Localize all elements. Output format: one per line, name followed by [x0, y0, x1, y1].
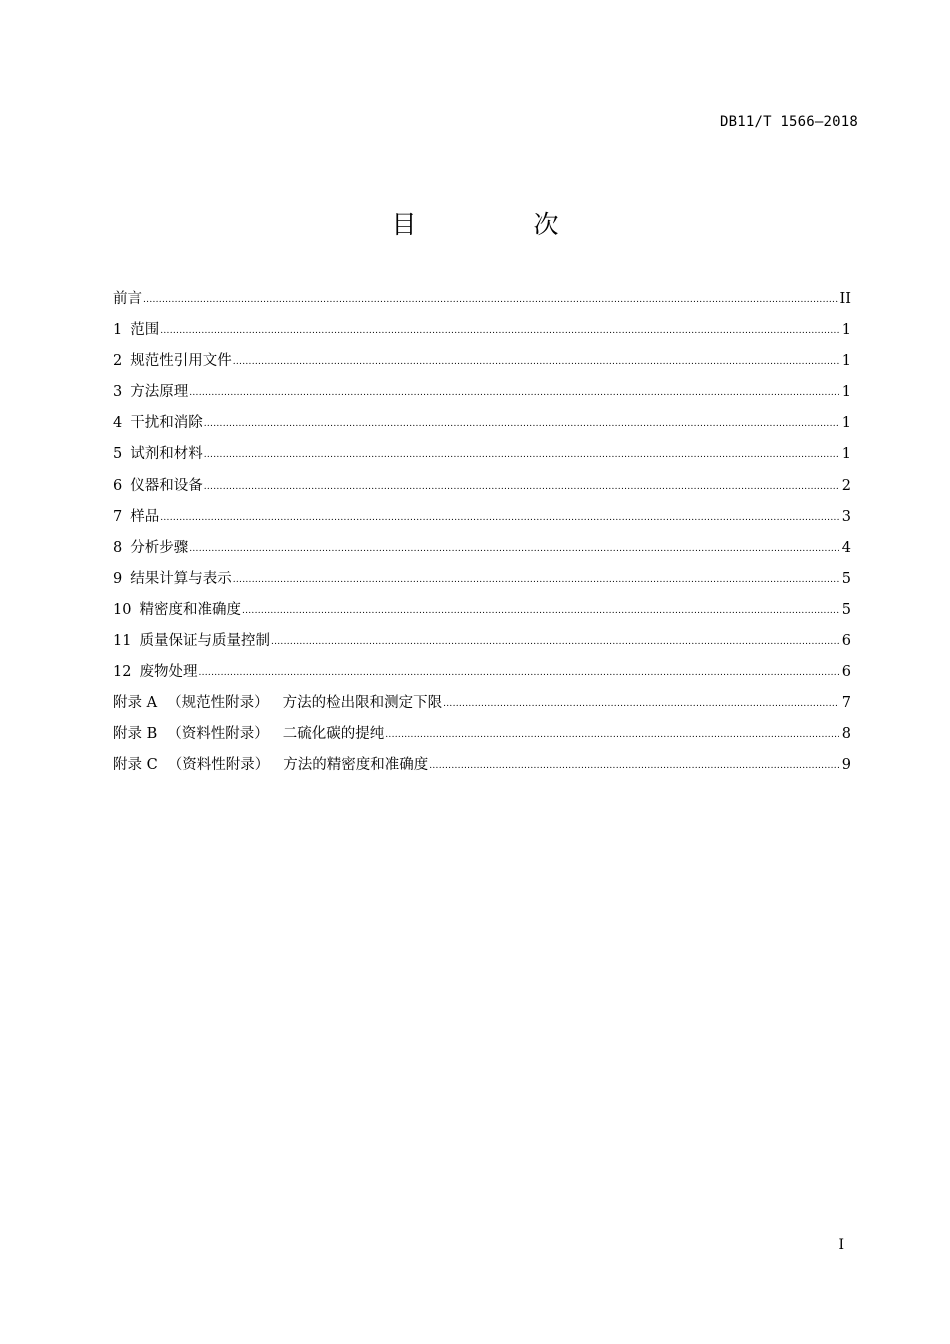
toc-entry-9[interactable] — [113, 564, 851, 595]
toc-entry-page: 5 — [841, 570, 851, 587]
toc-entry-label: 10 精密度和准确度 — [113, 601, 241, 618]
toc-entry-2[interactable] — [113, 346, 851, 377]
dot-leader — [160, 316, 839, 346]
toc-entry-page: 4 — [841, 539, 851, 556]
toc-entry-label: 附录 A （规范性附录） 方法的检出限和测定下限 — [113, 695, 443, 712]
toc-entry-label: 2 规范性引用文件 — [113, 353, 232, 370]
dot-leader — [233, 347, 839, 377]
dot-leader — [143, 285, 838, 315]
dot-leader — [189, 378, 839, 408]
toc-entry-page: 6 — [841, 633, 851, 650]
toc-entry-page: 1 — [841, 446, 851, 463]
table-of-contents — [113, 284, 851, 782]
toc-entry-10[interactable] — [113, 595, 851, 626]
toc-entry-label: 附录 B （资料性附录） 二硫化碳的提纯 — [113, 726, 385, 743]
toc-entry-3[interactable] — [113, 377, 851, 408]
toc-entry-page: 1 — [841, 415, 851, 432]
toc-entry-page: 9 — [841, 757, 851, 774]
toc-entry-11[interactable] — [113, 626, 851, 657]
dot-leader — [204, 440, 839, 470]
toc-entry-label: 12 废物处理 — [113, 664, 198, 681]
toc-entry-label: 4 干扰和消除 — [113, 415, 203, 432]
toc-entry-label: 附录 C （资料性附录） 方法的精密度和准确度 — [113, 757, 429, 774]
toc-entry-1[interactable] — [113, 315, 851, 346]
toc-entry-foreword[interactable] — [113, 284, 851, 315]
dot-leader — [242, 596, 839, 626]
toc-entry-label: 7 样品 — [113, 508, 160, 525]
toc-entry-5[interactable] — [113, 439, 851, 470]
dot-leader — [204, 472, 839, 502]
toc-entry-label: 5 试剂和材料 — [113, 446, 203, 463]
toc-entry-7[interactable] — [113, 502, 851, 533]
dot-leader — [429, 751, 839, 781]
toc-entry-page: II — [839, 291, 851, 307]
toc-entry-6[interactable] — [113, 471, 851, 502]
toc-entry-8[interactable] — [113, 533, 851, 564]
toc-entry-annex-c[interactable] — [113, 750, 851, 781]
dot-leader — [198, 658, 839, 688]
dot-leader — [443, 689, 839, 719]
toc-entry-12[interactable] — [113, 657, 851, 688]
dot-leader — [385, 720, 839, 750]
toc-entry-page: 1 — [841, 322, 851, 339]
dot-leader — [271, 627, 839, 657]
document-code: DB11/T 1566—2018 — [719, 114, 858, 130]
toc-entry-label: 1 范围 — [113, 322, 160, 339]
dot-leader — [189, 534, 839, 564]
toc-entry-label: 3 方法原理 — [113, 384, 189, 401]
dot-leader — [160, 503, 839, 533]
toc-entry-page: 7 — [841, 695, 851, 712]
dot-leader — [233, 565, 839, 595]
toc-entry-page: 3 — [841, 508, 851, 525]
toc-entry-4[interactable] — [113, 408, 851, 439]
page-title: 目 次 — [391, 210, 605, 239]
toc-entry-page: 5 — [841, 601, 851, 618]
toc-entry-label: 11 质量保证与质量控制 — [113, 633, 270, 650]
toc-entry-page: 1 — [841, 384, 851, 401]
toc-entry-label: 8 分析步骤 — [113, 539, 189, 556]
toc-entry-page: 8 — [841, 726, 851, 743]
toc-entry-label: 前言 — [113, 291, 142, 307]
dot-leader — [204, 409, 839, 439]
toc-entry-annex-b[interactable] — [113, 719, 851, 750]
toc-entry-page: 2 — [841, 477, 851, 494]
toc-entry-page: 6 — [841, 664, 851, 681]
toc-entry-label: 9 结果计算与表示 — [113, 570, 232, 587]
toc-entry-annex-a[interactable] — [113, 688, 851, 719]
toc-entry-page: 1 — [841, 353, 851, 370]
toc-entry-label: 6 仪器和设备 — [113, 477, 203, 494]
page-number: I — [838, 1237, 844, 1253]
